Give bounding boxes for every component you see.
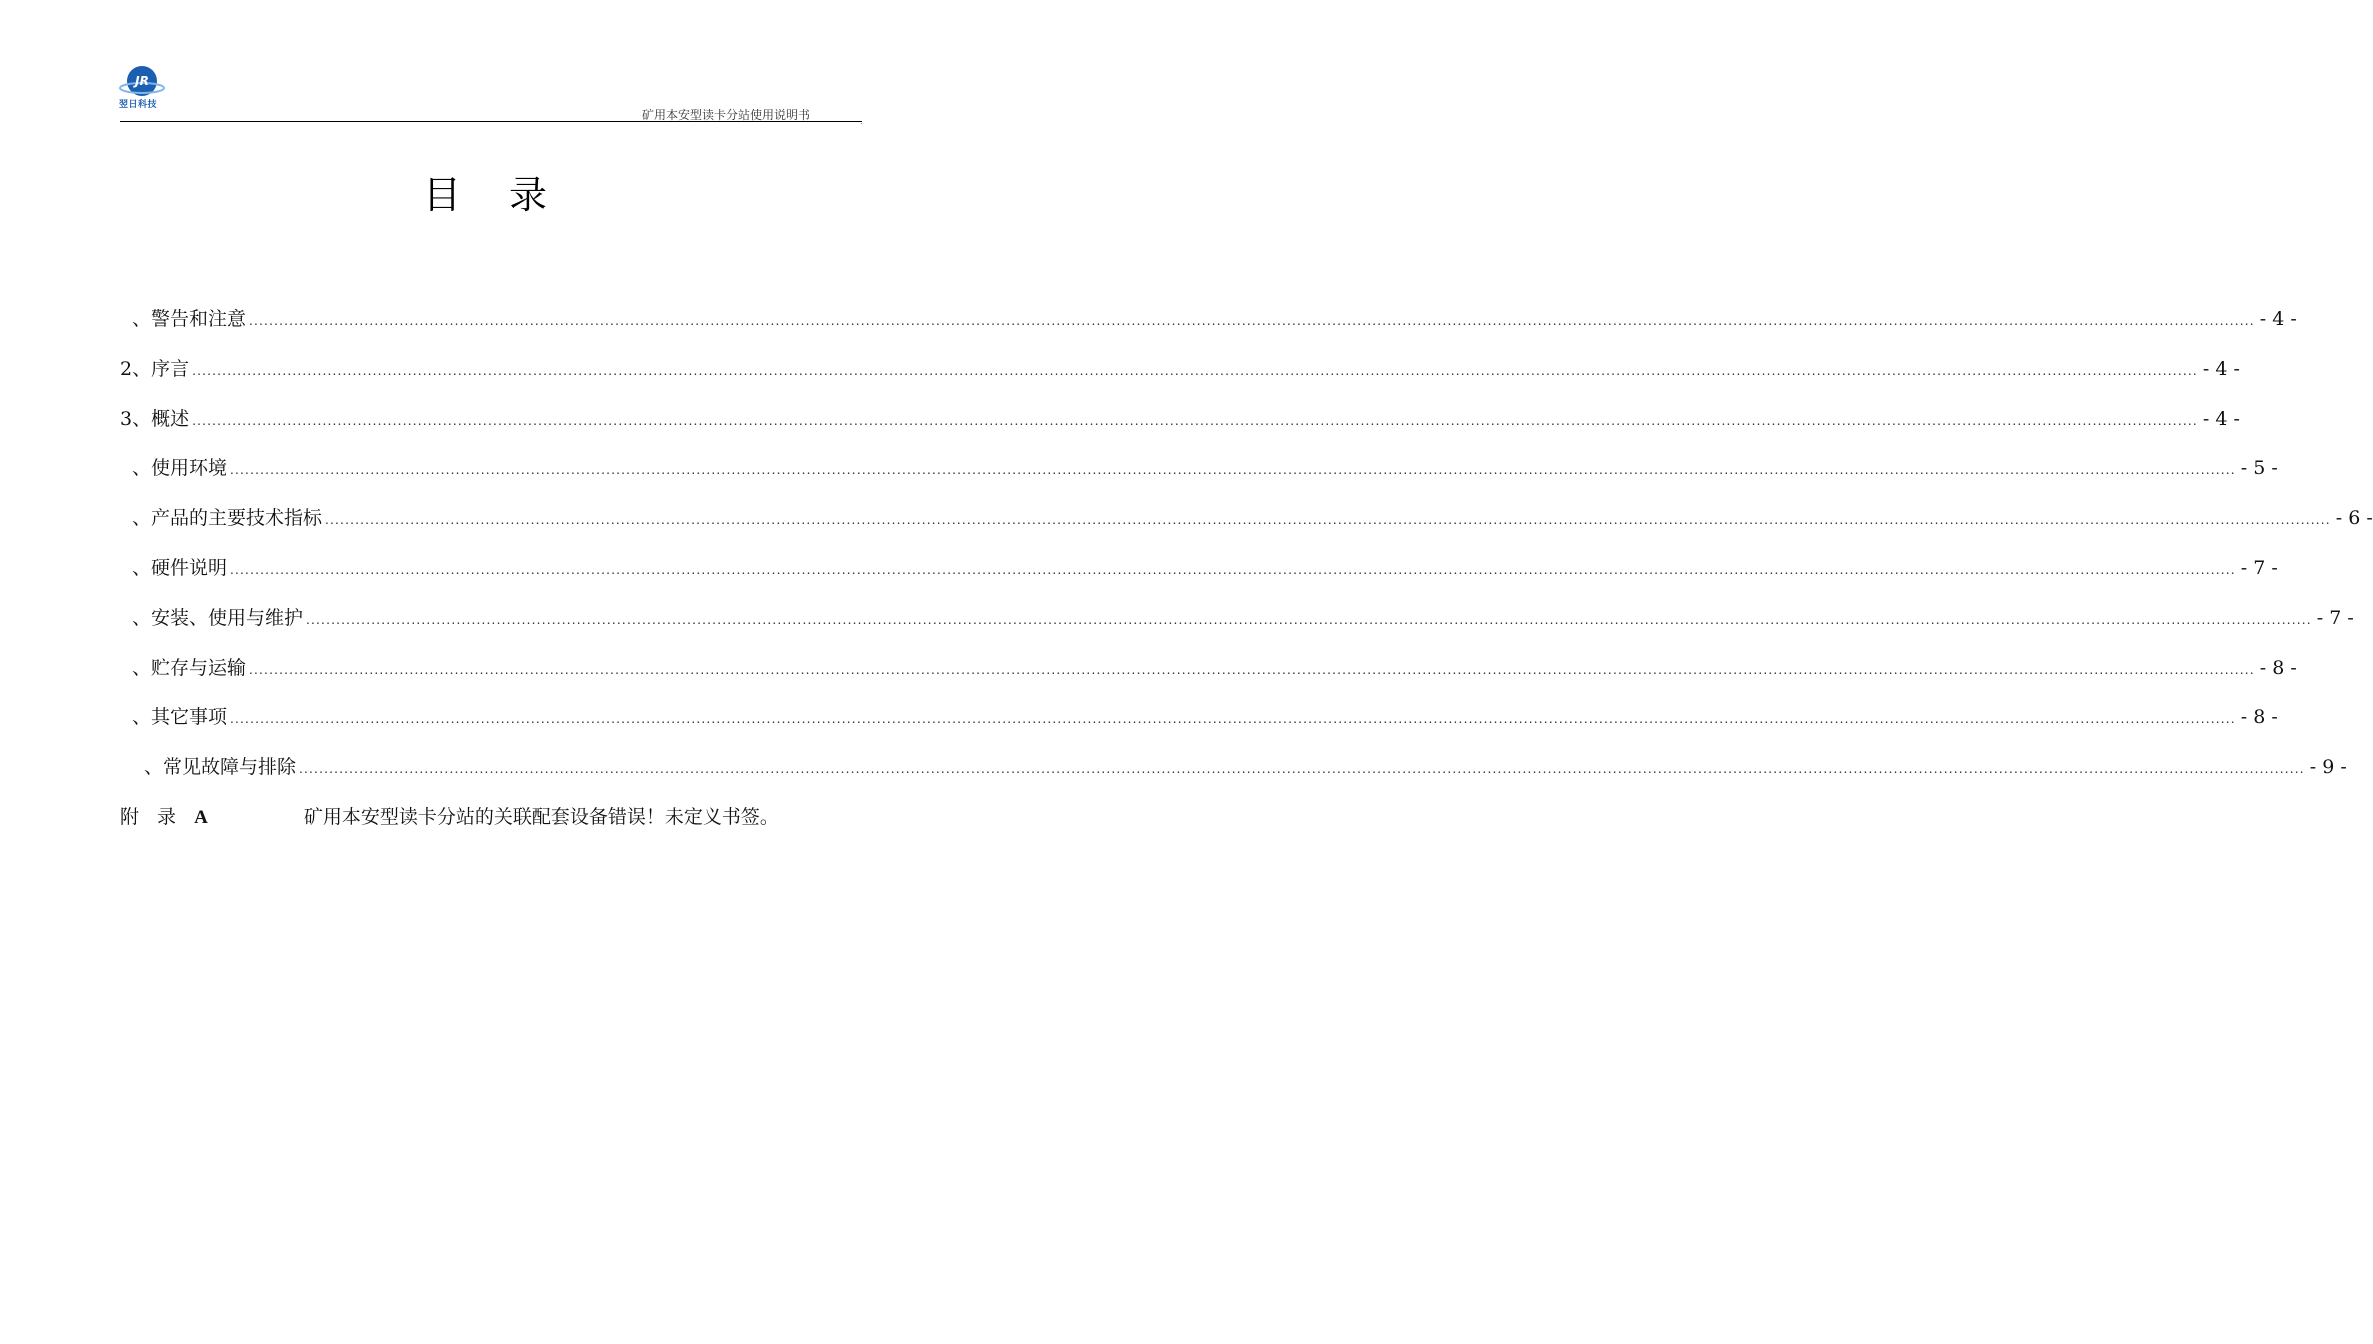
toc-dot-leader: ................................................................................................................................................................................................................................................................................................................................................................................................................ xyxy=(192,363,2198,378)
header-end-mark: . xyxy=(860,117,863,126)
toc-entry-page: - 4 - xyxy=(2202,357,2240,380)
toc-dot-leader: ................................................................................................................................................................................................................................................................................................................................................................................................................ xyxy=(230,712,2236,727)
toc-entry[interactable] xyxy=(120,702,2278,752)
toc-entry[interactable] xyxy=(120,653,2297,703)
header-rule xyxy=(120,121,862,122)
toc-dot-leader: ................................................................................................................................................................................................................................................................................................................................................................................................................ xyxy=(306,612,2312,627)
toc-entry[interactable] xyxy=(120,304,2297,354)
toc-entry-label: 3、概述 xyxy=(120,407,190,430)
table-of-contents xyxy=(120,304,2373,852)
toc-dot-leader: ................................................................................................................................................................................................................................................................................................................................................................................................................ xyxy=(249,314,2255,328)
appendix-title: 矿用本安型读卡分站的关联配套设备 xyxy=(303,805,608,828)
toc-entry-page: - 8 - xyxy=(2240,706,2278,729)
toc-entry-label: 2、序言 xyxy=(120,357,190,380)
toc-dot-leader: ................................................................................................................................................................................................................................................................................................................................................................................................................ xyxy=(230,463,2236,478)
toc-entry[interactable] xyxy=(120,553,2278,603)
toc-dot-leader: ................................................................................................................................................................................................................................................................................................................................................................................................................ xyxy=(249,662,2255,677)
toc-dot-leader: ................................................................................................................................................................................................................................................................................................................................................................................................................ xyxy=(299,762,2305,777)
toc-dot-leader: ................................................................................................................................................................................................................................................................................................................................................................................................................ xyxy=(325,513,2331,528)
toc-entry-page: - 4 - xyxy=(2202,407,2240,430)
toc-entry-page: - 5 - xyxy=(2240,457,2278,480)
toc-entry-label: 、安装、使用与维护 xyxy=(132,606,304,629)
toc-entry-label: 、常见故障与排除 xyxy=(144,756,297,779)
svg-text:JR: JR xyxy=(135,74,149,88)
toc-entry[interactable] xyxy=(120,752,2347,802)
toc-entry-label: 、贮存与运输 xyxy=(132,656,247,679)
toc-entry-page: - 6 - xyxy=(2335,507,2373,530)
toc-entry-page: - 4 - xyxy=(2259,308,2297,330)
toc-entry-label: 、警告和注意 xyxy=(132,308,247,330)
toc-dot-leader: ................................................................................................................................................................................................................................................................................................................................................................................................................ xyxy=(192,413,2198,428)
toc-entry-page: - 7 - xyxy=(2316,606,2354,629)
toc-entry-page: - 8 - xyxy=(2259,656,2297,679)
toc-dot-leader: ................................................................................................................................................................................................................................................................................................................................................................................................................ xyxy=(230,562,2236,577)
toc-appendix-entry[interactable] xyxy=(120,802,860,852)
toc-entry[interactable] xyxy=(120,503,2373,553)
toc-entry-label: 、其它事项 xyxy=(132,706,228,729)
toc-entry[interactable] xyxy=(120,453,2278,503)
logo-text: 翌日科技 xyxy=(119,100,158,110)
appendix-prefix: 附 录 A xyxy=(120,805,208,828)
page-title: 目 录 xyxy=(422,173,566,217)
toc-entry-label: 、使用环境 xyxy=(132,457,228,480)
toc-entry-label: 、产品的主要技术指标 xyxy=(132,507,323,530)
toc-entry-label: 、硬件说明 xyxy=(132,556,228,579)
toc-entry-page: - 7 - xyxy=(2240,556,2278,579)
appendix-error-text: 错误！未定义书签。 xyxy=(607,805,779,828)
toc-entry[interactable] xyxy=(120,603,2354,653)
toc-entry[interactable] xyxy=(120,354,2240,404)
header-doc-title: 矿用本安型读卡分站使用说明书 xyxy=(641,108,810,122)
toc-entry-page: - 9 - xyxy=(2309,756,2347,779)
toc-entry[interactable] xyxy=(120,404,2240,454)
